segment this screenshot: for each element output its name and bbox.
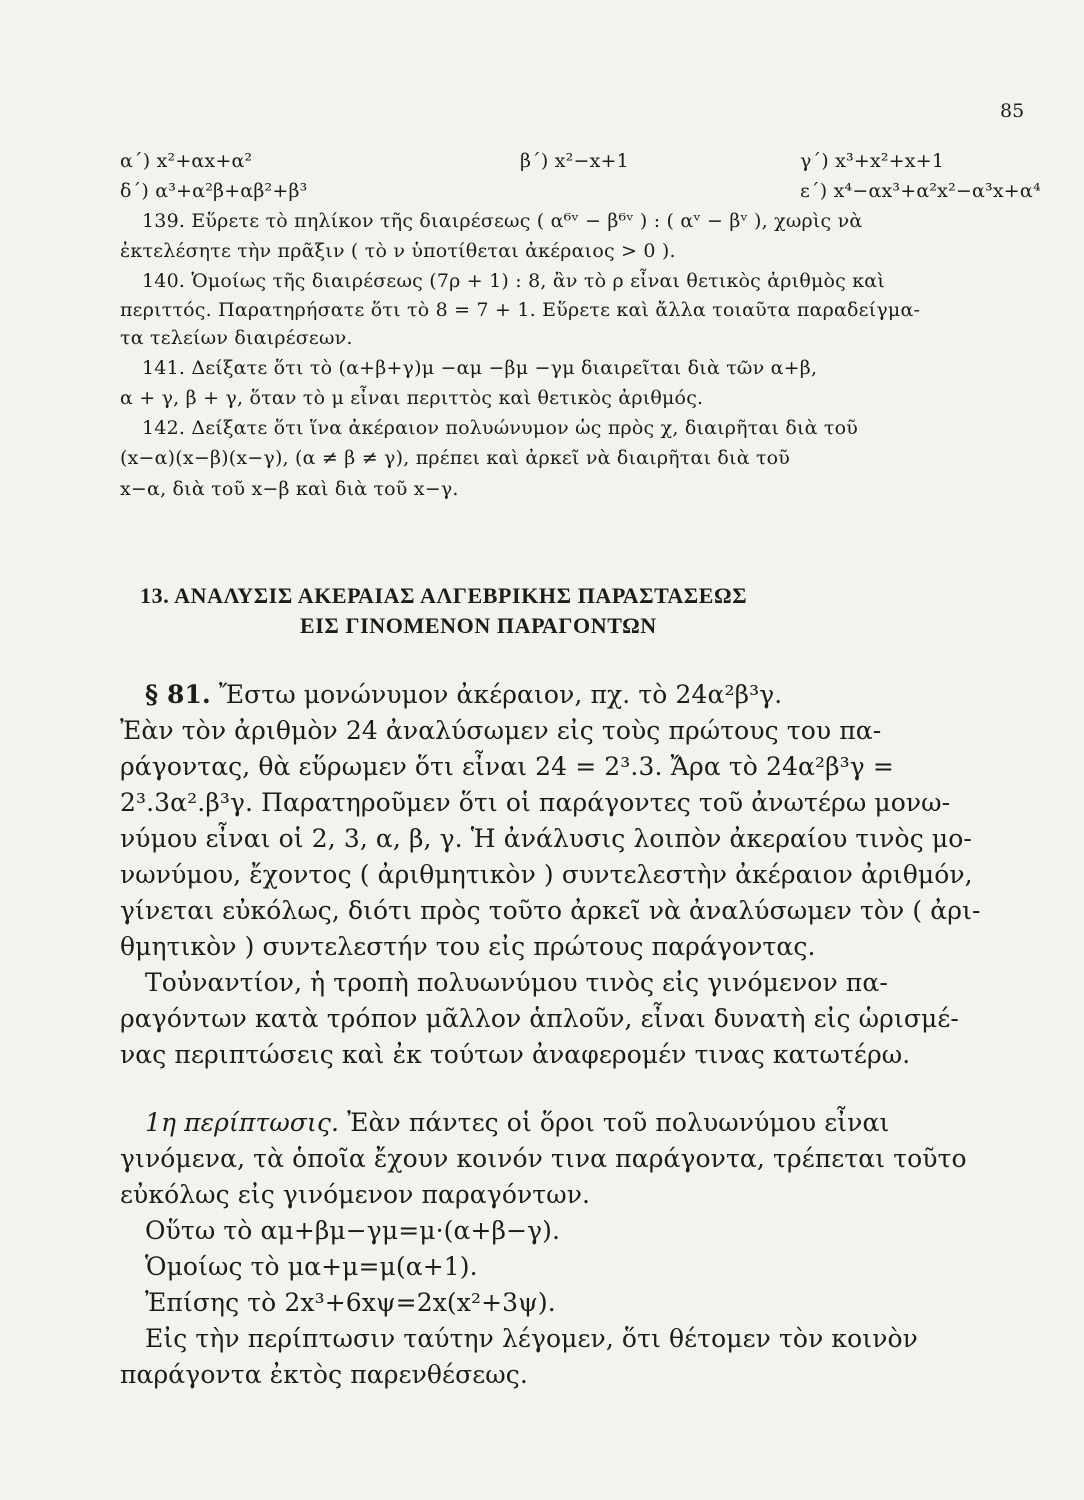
case-1-example-2: Ὁμοίως τὸ μα+μ=μ(α+1). xyxy=(145,1252,478,1281)
paragraph-81-line-2: Ἐὰν τὸν ἀριθμὸν 24 ἀναλύσωμεν εἰς τοὺς πρώτους του πα- xyxy=(120,716,882,745)
page-number: 85 xyxy=(1000,100,1025,122)
case-1-label: 1η περίπτωσις. xyxy=(145,1108,340,1137)
paragraph-81-line-10: ραγόντων κατὰ τρόπον μᾶλλον ἁπλοῦν, εἶναι δυνατὴ εἰς ὡρισμέ- xyxy=(120,1004,959,1033)
exercise-139-line-1: 139. Εὕρετε τὸ πηλίκον τῆς διαιρέσεως ( α⁶ᵛ − β⁶ᵛ ) : ( αᵛ − βᵛ ), χωρὶς νὰ xyxy=(142,210,863,232)
exercise-142-line-2: (x−α)(x−β)(x−γ), (α ≠ β ≠ γ), πρέπει καὶ ἀρκεῖ νὰ διαιρῆται διὰ τοῦ xyxy=(120,447,791,469)
exercise-139-line-2: ἐκτελέσητε τὴν πρᾶξιν ( τὸ ν ὑποτίθεται ἀκέραιος > 0 ). xyxy=(120,240,676,262)
case-1-line-8: παράγοντα ἐκτὸς παρενθέσεως. xyxy=(120,1360,528,1389)
paragraph-81-line-5: νύμου εἶναι οἱ 2, 3, α, β, γ. Ἡ ἀνάλυσις λοιπὸν ἀκεραίου τινὸς μο- xyxy=(120,824,972,853)
exercise-141-line-2: α + γ, β + γ, ὅταν τὸ μ εἶναι περιττὸς καὶ θετικὸς ἀριθμός. xyxy=(120,387,704,409)
exercise-140-line-1: 140. Ὁμοίως τῆς διαιρέσεως (7ρ + 1) : 8, ἂν τὸ ρ εἶναι θετικὸς ἀριθμὸς καὶ xyxy=(142,270,885,292)
case-1-example-3: Ἐπίσης τὸ 2x³+6xψ=2x(x²+3ψ). xyxy=(145,1288,556,1317)
exercise-142-line-3: x−α, διὰ τοῦ x−β καὶ διὰ τοῦ x−γ. xyxy=(120,478,459,500)
exercise-a: α΄) x²+αx+α² xyxy=(120,150,253,172)
paragraph-81-line-9: Τοὐναντίον, ἡ τροπὴ πολυωνύμου τινὸς εἰς γινόμενον πα- xyxy=(145,968,888,997)
exercise-row-1 xyxy=(120,150,945,172)
exercise-142-line-1: 142. Δείξατε ὅτι ἵνα ἀκέραιον πολυώνυμον ὡς πρὸς χ, διαιρῆται διὰ τοῦ xyxy=(142,417,859,439)
exercise-d: δ΄) α³+α²β+αβ²+β³ xyxy=(120,180,308,202)
case-1-line-3: εὐκόλως εἰς γινόμενον παραγόντων. xyxy=(120,1180,591,1209)
paragraph-81-line-1 xyxy=(145,680,782,709)
paragraph-81-line-4: 2³.3α².β³γ. Παρατηροῦμεν ὅτι οἱ παράγοντες τοῦ ἀνωτέρω μονω- xyxy=(120,788,951,817)
exercise-140-line-2: περιττός. Παρατηρήσατε ὅτι τὸ 8 = 7 + 1. Εὕρετε καὶ ἄλλα τοιαῦτα παραδείγμα- xyxy=(120,299,921,321)
case-1-line-7: Εἰς τὴν περίπτωσιν ταύτην λέγομεν, ὅτι θέτομεν τὸν κοινὸν xyxy=(145,1324,918,1353)
exercise-c: γ΄) x³+x²+x+1 xyxy=(800,150,945,172)
exercise-140-line-3: τα τελείων διαιρέσεων. xyxy=(120,327,353,349)
paragraph-81-line-8: θμητικὸν ) συντελεστήν του εἰς πρώτους παράγοντας. xyxy=(120,932,816,961)
case-1-line-1 xyxy=(145,1108,889,1137)
paragraph-81-line-6: νωνύμου, ἔχοντος ( ἀριθμητικὸν ) συντελεστὴν ἀκέραιον ἀριθμόν, xyxy=(120,860,973,889)
exercise-141-line-1: 141. Δείξατε ὅτι τὸ (α+β+γ)μ −αμ −βμ −γμ διαιρεῖται διὰ τῶν α+β, xyxy=(142,357,818,379)
case-1-example-1: Οὕτω τὸ αμ+βμ−γμ=μ·(α+β−γ). xyxy=(145,1216,561,1245)
exercise-row-2 xyxy=(120,180,1041,202)
paragraph-81-line-3: ράγοντας, θὰ εὕρωμεν ὅτι εἶναι 24 = 2³.3. Ἄρα τὸ 24α²β³γ = xyxy=(120,752,894,781)
paragraph-81-text: Ἔστω μονώνυμον ἀκέραιον, πχ. τὸ 24α²β³γ. xyxy=(218,680,783,709)
paragraph-81-line-11: νας περιπτώσεις καὶ ἐκ τούτων ἀναφερομέν τινας κατωτέρω. xyxy=(120,1040,911,1069)
exercise-b: β΄) x²−x+1 xyxy=(520,150,629,172)
section-title-line-2: ΕΙΣ ΓΙΝΟΜΕΝΟΝ ΠΑΡΑΓΟΝΤΩΝ xyxy=(300,613,657,638)
exercise-e: ε΄) x⁴−αx³+α²x²−α³x+α⁴ xyxy=(800,180,1041,202)
case-1-text: Ἐὰν πάντες οἱ ὅροι τοῦ πολυωνύμου εἶναι xyxy=(347,1108,890,1137)
case-1-line-2: γινόμενα, τὰ ὁποῖα ἔχουν κοινόν τινα παράγοντα, τρέπεται τοῦτο xyxy=(120,1144,967,1173)
paragraph-81-line-7: γίνεται εὐκόλως, διότι πρὸς τοῦτο ἀρκεῖ νὰ ἀναλύσωμεν τὸν ( ἀρι- xyxy=(120,896,981,925)
section-title-line-1: 13. ΑΝΑΛΥΣΙΣ ΑΚΕΡΑΙΑΣ ΑΛΓΕΒΡΙΚΗΣ ΠΑΡΑΣΤΑΣΕΩΣ xyxy=(140,583,748,608)
section-marker: § 81. xyxy=(145,680,211,709)
